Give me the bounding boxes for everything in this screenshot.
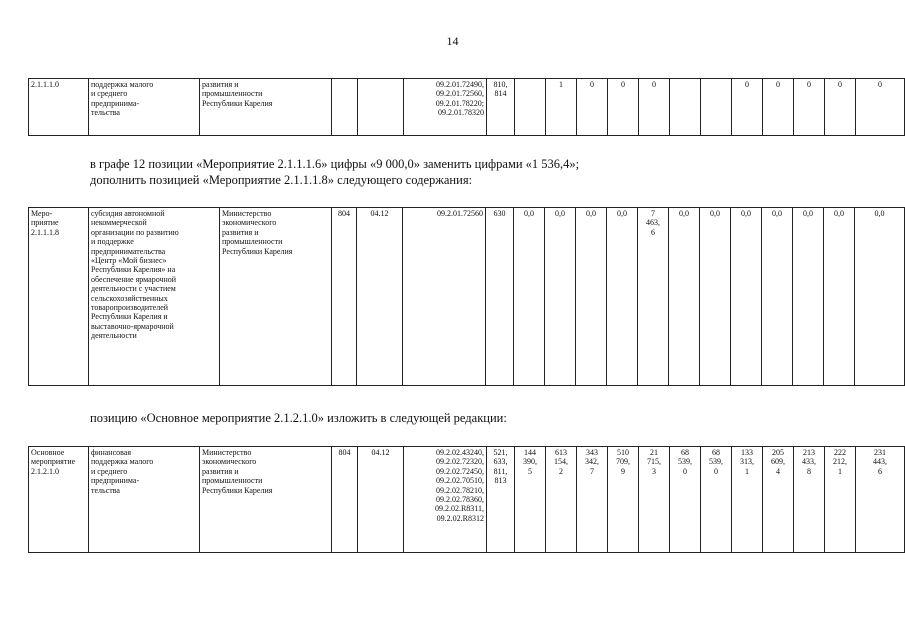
cell-value-5: 21 715, 3 [639,447,670,553]
table-row [29,208,905,386]
table-fragment-2 [28,207,905,386]
table-row [29,79,905,136]
cell-value-8: 0,0 [731,208,762,386]
table-row [29,447,905,553]
cell-name: поддержка малого и среднего предпринима- тельства [89,79,200,136]
cell-value-7 [701,79,732,136]
cell-grbs: 804 [332,208,357,386]
cell-value-9: 205 609, 4 [763,447,794,553]
cell-csr: 09.2.02.43240, 09.2.02.72320, 09.2.02.72450, 09.2.02.70510, 09.2.02.78210, 09.2.02.78360, 09.2.02.R8311, 09.2.02.R8312 [404,447,487,553]
cell-vr: 630 [486,208,514,386]
cell-value-4: 0 [608,79,639,136]
cell-value-9: 0,0 [762,208,793,386]
cell-value-10: 0,0 [793,208,824,386]
table-fragment-1 [28,78,905,136]
paragraph-replace-figures: в графе 12 позиции «Мероприятие 2.1.1.1.6» цифры «9 000,0» заменить цифрами «1 536,4»; [90,157,580,171]
table-fragment-3 [28,446,905,553]
cell-grbs: 804 [332,447,358,553]
cell-vr: 521, 633, 811, 813 [487,447,515,553]
cell-value-11: 222 212, 1 [825,447,856,553]
cell-value-7: 0,0 [700,208,731,386]
cell-value-4: 510 709, 9 [608,447,639,553]
cell-code: Меро- приятие 2.1.1.1.8 [29,208,89,386]
cell-value-11: 0,0 [824,208,855,386]
cell-value-5: 0 [639,79,670,136]
cell-value-2: 0,0 [545,208,576,386]
cell-name: субсидия автономной некоммерческой организации по развитию и поддержке предпринимательства «Центр «Мой бизнес» Республики Карелия» на обеспечение ярмарочной деятельности с участием сельскохозяйственных товаропроизводителей Республики Карелия и выставочно-ярмарочной деятельности [89,208,220,386]
cell-value-1 [515,79,546,136]
cell-value-5: 7 463, 6 [638,208,669,386]
cell-value-9: 0 [763,79,794,136]
cell-executor: развития и промышленности Республики Карелия [200,79,332,136]
cell-value-3: 0 [577,79,608,136]
cell-vr: 810, 814 [487,79,515,136]
paragraph-restate-position: позицию «Основное мероприятие 2.1.2.1.0» изложить в следующей редакции: [90,411,507,425]
cell-value-3: 0,0 [576,208,607,386]
cell-value-11: 0 [825,79,856,136]
cell-value-7: 68 539, 0 [701,447,732,553]
cell-code: 2.1.1.1.0 [29,79,89,136]
cell-value-10: 0 [794,79,825,136]
cell-value-1: 0,0 [514,208,545,386]
cell-value-8: 133 313, 1 [732,447,763,553]
paragraph-add-position: дополнить позицией «Мероприятие 2.1.1.1.8» следующего содержания: [90,173,473,187]
cell-value-2: 1 [546,79,577,136]
cell-value-8: 0 [732,79,763,136]
cell-grbs [332,79,358,136]
cell-rzpr [358,79,404,136]
cell-value-12: 0 [856,79,905,136]
cell-code: Основное мероприятие 2.1.2.1.0 [29,447,89,553]
cell-value-12: 231 443, 6 [856,447,905,553]
cell-value-3: 343 342, 7 [577,447,608,553]
page-number: 14 [446,34,459,48]
cell-rzpr: 04.12 [357,208,403,386]
cell-value-6: 68 539, 0 [670,447,701,553]
cell-value-6 [670,79,701,136]
cell-csr: 09.2.01.72490, 09.2.01.72560, 09.2.01.78220; 09.2.01.78320 [404,79,487,136]
cell-csr: 09.2.01.72560 [403,208,486,386]
cell-value-6: 0,0 [669,208,700,386]
cell-value-1: 144 390, 5 [515,447,546,553]
cell-value-4: 0,0 [607,208,638,386]
cell-rzpr: 04.12 [358,447,404,553]
cell-value-12: 0,0 [855,208,905,386]
cell-name: финансовая поддержка малого и среднего предпринима- тельства [89,447,200,553]
cell-executor: Министерство экономического развития и промышленности Республики Карелия [220,208,332,386]
cell-value-2: 613 154, 2 [546,447,577,553]
cell-value-10: 213 433, 8 [794,447,825,553]
cell-executor: Министерство экономического развития и промышленности Республики Карелия [200,447,332,553]
